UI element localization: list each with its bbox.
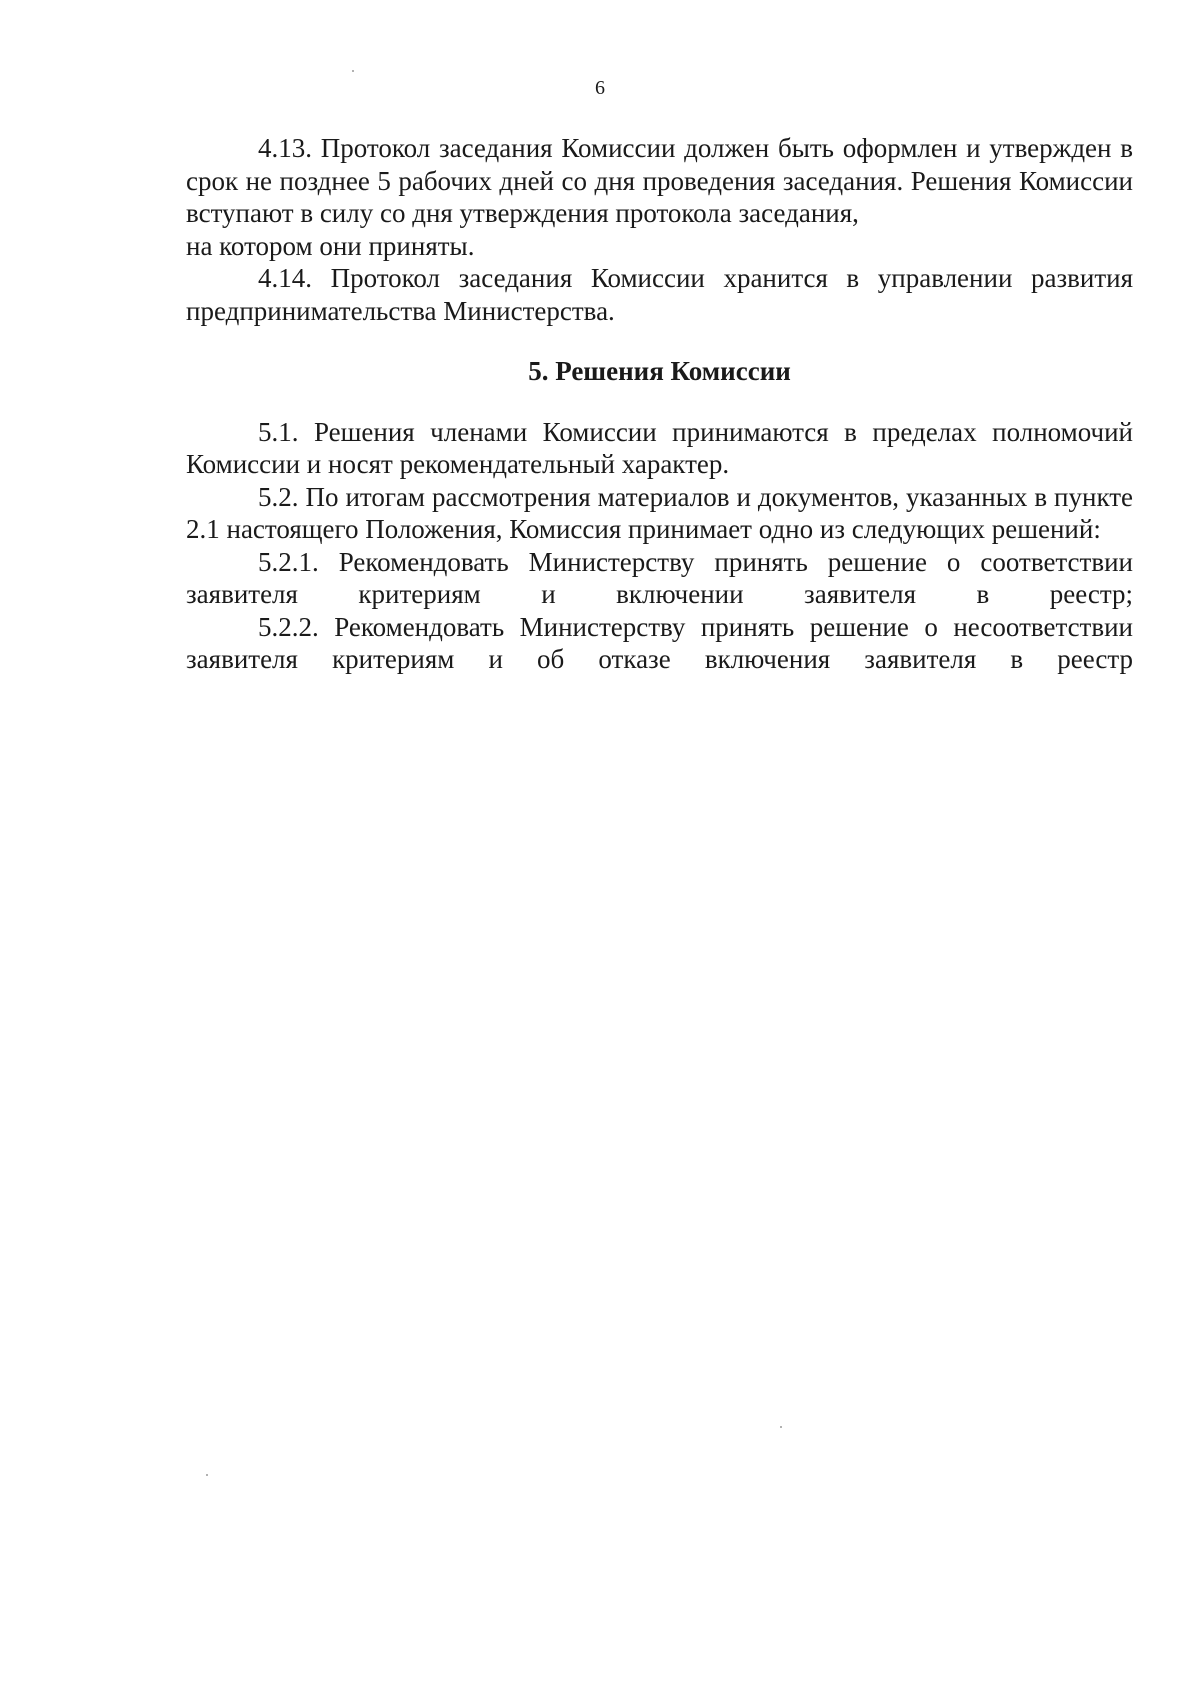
scan-speck (780, 1426, 782, 1428)
paragraph-5-2-1: 5.2.1. Рекомендовать Министерству принять решение о соответствии заявителя критериям и включении заявителя в реестр; (186, 546, 1133, 609)
paragraph-5-2-2: 5.2.2. Рекомендовать Министерству принять решение о несоответствии заявителя критериям и об отказе включения заявителя в реестр (186, 611, 1133, 674)
paragraph-5-1: 5.1. Решения членами Комиссии принимаются в пределах полномочий Комиссии и носят рекомендательный характер. (186, 416, 1133, 479)
scan-speck (206, 1474, 208, 1476)
section-title: 5. Решения Комиссии (528, 356, 791, 386)
paragraph-5-2: 5.2. По итогам рассмотрения материалов и документов, указанных в пункте 2.1 настоящего Положения, Комиссия принимает одно из следующих решений: (186, 481, 1133, 544)
page-number: 6 (595, 77, 605, 99)
paragraph-4-13-continuation: на котором они приняты. (186, 230, 475, 261)
scan-speck (352, 70, 354, 72)
document-body (186, 132, 1133, 676)
paragraph-4-14: 4.14. Протокол заседания Комиссии хранится в управлении развития предпринимательства Министерства. (186, 263, 1133, 326)
paragraph-4-13: 4.13. Протокол заседания Комиссии должен быть оформлен и утвержден в срок не позднее 5 рабочих дней со дня проведения заседания. Решения Комиссии вступают в силу со дня утверждения протокола заседания, (186, 133, 1133, 228)
